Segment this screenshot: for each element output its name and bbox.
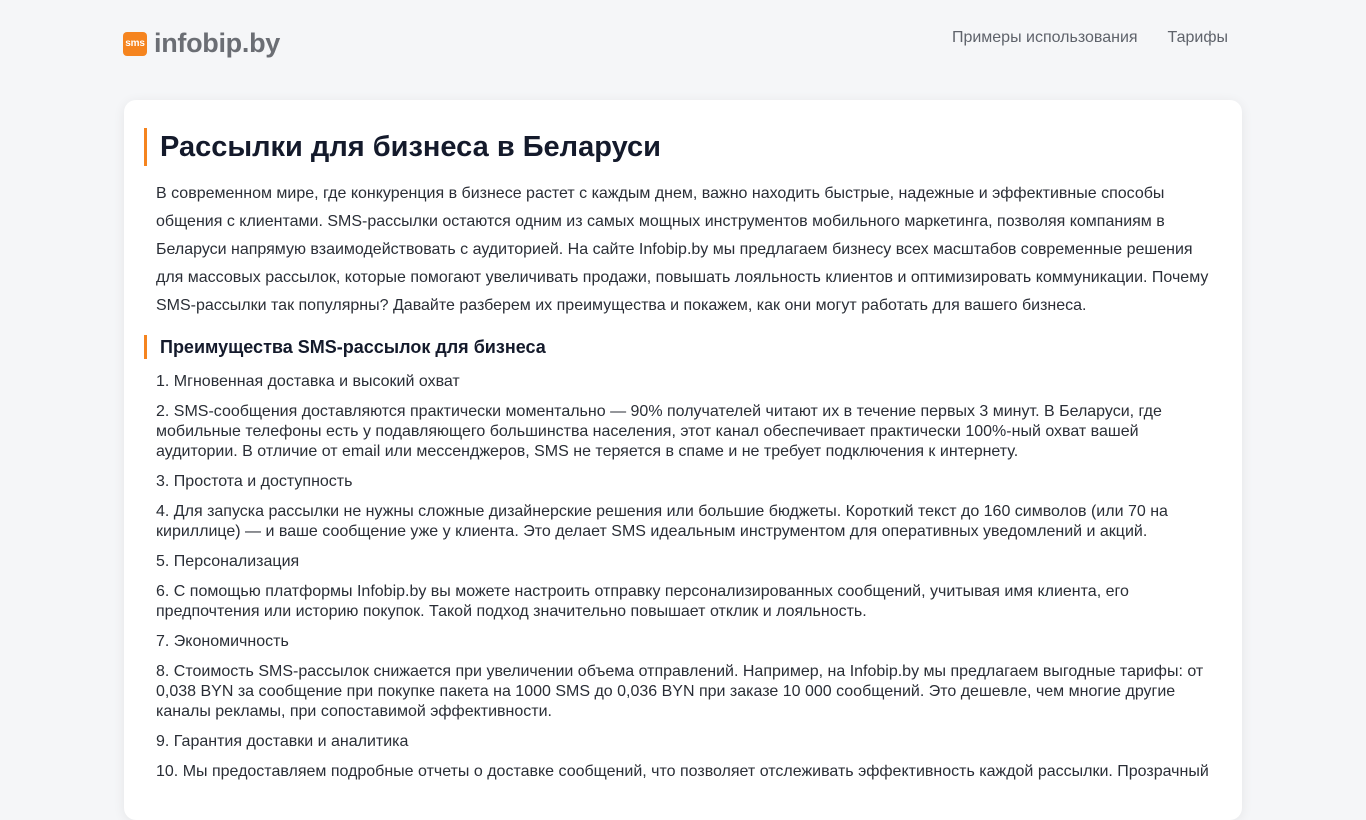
list-item: 1. Мгновенная доставка и высокий охват — [156, 373, 460, 390]
list-item: 8. Стоимость SMS-рассылок снижается при увеличении объема отправлений. Например, на Infobip.by мы предлагаем выгодные тарифы: от 0,038 BYN за сообщение при покупке пакета на 1000 SMS до 0,036 BYN при заказе 10 000 сообщений. Это дешевле, чем многие другие каналы рекламы, при сопоставимой эффективности. — [156, 663, 1204, 720]
section-title: Преимущества SMS-рассылок для бизнеса — [160, 336, 546, 357]
list-item: 9. Гарантия доставки и аналитика — [156, 733, 409, 750]
list-item: 4. Для запуска рассылки не нужны сложные дизайнерские решения или большие бюджеты. Короткий текст до 160 символов (или 70 на кириллице) — и ваше сообщение уже у клиента. Это делает SMS идеальным инструментом для оперативных уведомлений и акций. — [156, 503, 1168, 540]
list-item: 2. SMS-сообщения доставляются практически моментально — 90% получателей читают их в течение первых 3 минут. В Беларуси, где мобильные телефоны есть у подавляющего большинства населения, этот канал обеспечивает практически 100%-ный охват вашей аудитории. В отличие от email или мессенджеров, SMS не теряется в спаме и не требует подключения к интернету. — [156, 403, 1162, 460]
page-title-block — [144, 128, 661, 166]
list-item: 3. Простота и доступность — [156, 473, 353, 490]
list-item: 10. Мы предоставляем подробные отчеты о доставке сообщений, что позволяет отслеживать эффективность каждой рассылки. Прозрачный — [156, 763, 1209, 780]
intro-paragraph: В современном мире, где конкуренция в бизнесе растет с каждым днем, важно находить быстрые, надежные и эффективные способы общения с клиентами. SMS-рассылки остаются одним из самых мощных инструментов мобильного маркетинга, позволяя компаниям в Беларуси напрямую взаимодействовать с аудиторией. На сайте Infobip.by мы предлагаем бизнесу всех масштабов современные решения для массовых рассылок, которые помогают увеличивать продажи, повышать лояльность клиентов и оптимизировать коммуникации. Почему SMS-рассылки так популярны? Давайте разберем их преимущества и покажем, как они могут работать для вашего бизнеса. — [156, 185, 1209, 314]
sms-logo-icon: sms — [123, 32, 147, 56]
list-item: 7. Экономичность — [156, 633, 289, 650]
list-item: 5. Персонализация — [156, 553, 300, 570]
site-header — [0, 0, 1366, 90]
nav-link-examples[interactable]: Примеры использования — [951, 29, 1138, 46]
article-card — [124, 100, 1242, 820]
section-title-block — [144, 335, 546, 359]
page-title: Рассылки для бизнеса в Беларуси — [160, 130, 661, 163]
main-nav — [952, 29, 1228, 47]
advantages-list — [156, 372, 1212, 792]
list-item: 6. С помощью платформы Infobip.by вы можете настроить отправку персонализированных сообщений, учитывая имя клиента, его предпочтения или историю покупок. Такой подход значительно повышает отклик и лояльность. — [156, 583, 1129, 620]
nav-link-pricing[interactable]: Тарифы — [1167, 29, 1228, 46]
logo-text: infobip.by — [154, 28, 280, 58]
site-logo[interactable] — [123, 28, 280, 59]
